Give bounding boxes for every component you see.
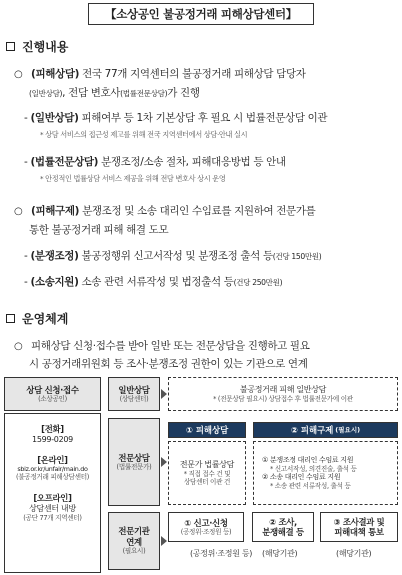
general-desc-box bbox=[168, 377, 398, 411]
arrow-right-icon bbox=[161, 536, 167, 546]
offline-value: 상담센터 내방 bbox=[29, 503, 76, 513]
item-consultation-line1 bbox=[14, 66, 306, 81]
relief-header-title: ② 피해구제 bbox=[290, 424, 334, 435]
note-general: * 상담 서비스의 접근성 제고를 위해 전국 지역센터에서 상담·안내 실시 bbox=[40, 130, 248, 139]
relief-header-note: (필요시) bbox=[335, 425, 361, 434]
subitem-label: (분쟁조정) bbox=[30, 250, 79, 262]
consult-desc-sub2: 상담센터 이관 건 bbox=[183, 478, 231, 486]
online-sub: (불공정거래 피해상담센터) bbox=[15, 473, 90, 481]
step3-box bbox=[320, 512, 398, 542]
section-heading-progress bbox=[6, 38, 68, 55]
subitem-label: (소송지원) bbox=[30, 276, 79, 288]
step2-title2: 분쟁해결 등 bbox=[262, 527, 304, 537]
channels-box bbox=[4, 413, 101, 573]
subitem-text: 분쟁조정/소송 절차, 피해대응방법 등 안내 bbox=[98, 156, 286, 168]
online-label: [온라인] bbox=[37, 454, 68, 465]
item-text: 가 진행 bbox=[167, 87, 200, 99]
step2-agency: (해당기관) bbox=[262, 549, 298, 558]
operation-line1 bbox=[14, 338, 310, 353]
expert-title: 전문상담 bbox=[118, 452, 150, 463]
circle-bullet-icon: ○ bbox=[14, 69, 23, 80]
step3-title: ③ 조사결과 및 bbox=[333, 516, 385, 527]
step2-title: ② 조사, bbox=[269, 516, 297, 527]
relief-header bbox=[253, 422, 398, 438]
item-relief-line1 bbox=[14, 203, 315, 218]
arrow-right-icon bbox=[161, 389, 167, 399]
note-legal: * 안정적인 법률상담 서비스 제공을 위해 전담 변호사 상시 운영 bbox=[40, 174, 226, 183]
consult-header: ① 피해상담 bbox=[168, 422, 246, 438]
general-consult-box bbox=[108, 377, 160, 411]
item-label: (피해상담) bbox=[31, 68, 80, 80]
item-small-text: (일반상담) bbox=[29, 89, 63, 98]
offline-sub: (공단 77개 지역센터) bbox=[23, 513, 82, 522]
section-title: 진행내용 bbox=[22, 40, 69, 54]
item-small-text: (법률전문상담) bbox=[120, 89, 168, 98]
dash-bullet: - bbox=[24, 112, 28, 124]
relief-desc-line1: ① 분쟁조정 대리인 수임료 지원 bbox=[262, 456, 354, 465]
link-title: 전문기관 bbox=[118, 526, 150, 537]
expert-consult-box bbox=[108, 418, 160, 506]
item-label: (피해구제) bbox=[31, 205, 80, 217]
general-title: 일반상담 bbox=[118, 384, 150, 395]
step1-agency: (공정위·조정원 등) bbox=[190, 549, 253, 558]
consult-desc-sub1: * 직접 접수 건 및 bbox=[183, 469, 231, 478]
step3-agency: (해당기관) bbox=[336, 549, 372, 558]
item-text: 전국 77개 지역센터의 불공정거래 피해상담 담당자 bbox=[79, 68, 306, 80]
operation-line2: 시 공정거래위원회 등 조사·분쟁조정 권한이 있는 기관으로 연계 bbox=[29, 358, 308, 370]
item-consultation-line2 bbox=[29, 85, 200, 100]
subitem-legal bbox=[24, 154, 286, 169]
subitem-price: (건당 150만원) bbox=[272, 252, 322, 261]
subitem-label: (일반상담) bbox=[30, 112, 79, 124]
arrow-right-icon bbox=[161, 457, 167, 467]
relief-desc-line3: ② 소송 대리인 수임료 지원 bbox=[262, 473, 341, 481]
operation-text: 피해상담 신청·접수를 받아 일반 또는 전문상담을 진행하고 필요 bbox=[31, 340, 310, 352]
phone-label: [전화] bbox=[41, 424, 64, 434]
item-relief-line2: 통한 불공정거래 피해 해결 도모 bbox=[29, 224, 169, 236]
link-sub: (필요시) bbox=[122, 547, 146, 556]
step2-box bbox=[252, 512, 314, 542]
apply-sub: (소상공인) bbox=[38, 395, 67, 404]
dash-bullet: - bbox=[24, 276, 28, 288]
consult-desc-box bbox=[168, 441, 246, 505]
online-url: sbiz.or.kr/unfair/main.do bbox=[17, 465, 88, 473]
subitem-text: 소송 관련 서류작성 및 법정출석 등 bbox=[78, 276, 234, 288]
page-title: 【소상공인 불공정거래 피해상담센터】 bbox=[88, 3, 314, 25]
section-title: 운영체계 bbox=[22, 312, 69, 326]
dash-bullet: - bbox=[24, 156, 28, 168]
circle-bullet-icon: ○ bbox=[14, 341, 23, 352]
subitem-litigation bbox=[24, 274, 282, 289]
relief-desc-line4: * 소송 관련 서류작성, 출석 등 bbox=[270, 481, 351, 490]
link-title2: 연계 bbox=[126, 536, 142, 547]
subitem-general bbox=[24, 110, 327, 125]
circle-bullet-icon: ○ bbox=[14, 206, 23, 217]
expert-sub: (법률전문가) bbox=[116, 463, 152, 472]
section-heading-operation bbox=[6, 310, 68, 327]
general-sub: (상담센터) bbox=[119, 395, 149, 404]
subitem-price: (건당 250만원) bbox=[233, 278, 283, 287]
dash-bullet: - bbox=[24, 250, 28, 262]
subitem-mediation bbox=[24, 248, 321, 263]
phone-number: 1599-0209 bbox=[32, 434, 73, 444]
agency-link-box bbox=[108, 512, 160, 570]
relief-desc-box bbox=[253, 441, 398, 505]
step1-box bbox=[168, 512, 244, 542]
apply-box bbox=[4, 377, 101, 411]
consult-desc-title: 전문가 법률상담 bbox=[179, 459, 235, 469]
subitem-text: 피해여부 등 1차 기본상담 후 필요 시 법률전문상담 이관 bbox=[78, 112, 328, 124]
relief-desc-line2: * 신고서작성, 의견진술, 출석 등 bbox=[270, 464, 357, 473]
general-desc-sub: * (전문상담 필요시) 상담접수 후 법률전문가에 이관 bbox=[213, 394, 353, 403]
offline-label: [오프라인] bbox=[33, 493, 72, 504]
step3-title2: 피해대책 통보 bbox=[334, 527, 384, 537]
subitem-text: 불공정행위 신고서작성 및 분쟁조정 출석 등 bbox=[78, 250, 273, 262]
step1-sub: (공정위·조정원 등) bbox=[180, 528, 232, 537]
subitem-label: (법률전문상담) bbox=[30, 156, 99, 168]
item-text: 분쟁조정 및 소송 대리인 수임료를 지원하여 전문가를 bbox=[79, 205, 316, 217]
square-bullet-icon bbox=[6, 314, 15, 323]
step1-title: ① 신고·신청 bbox=[184, 517, 228, 528]
square-bullet-icon bbox=[6, 42, 15, 51]
general-desc-title: 불공정거래 피해 일반상담 bbox=[239, 384, 327, 394]
item-text: , 전담 변호사 bbox=[62, 87, 121, 99]
apply-title: 상담 신청·접수 bbox=[26, 384, 79, 395]
